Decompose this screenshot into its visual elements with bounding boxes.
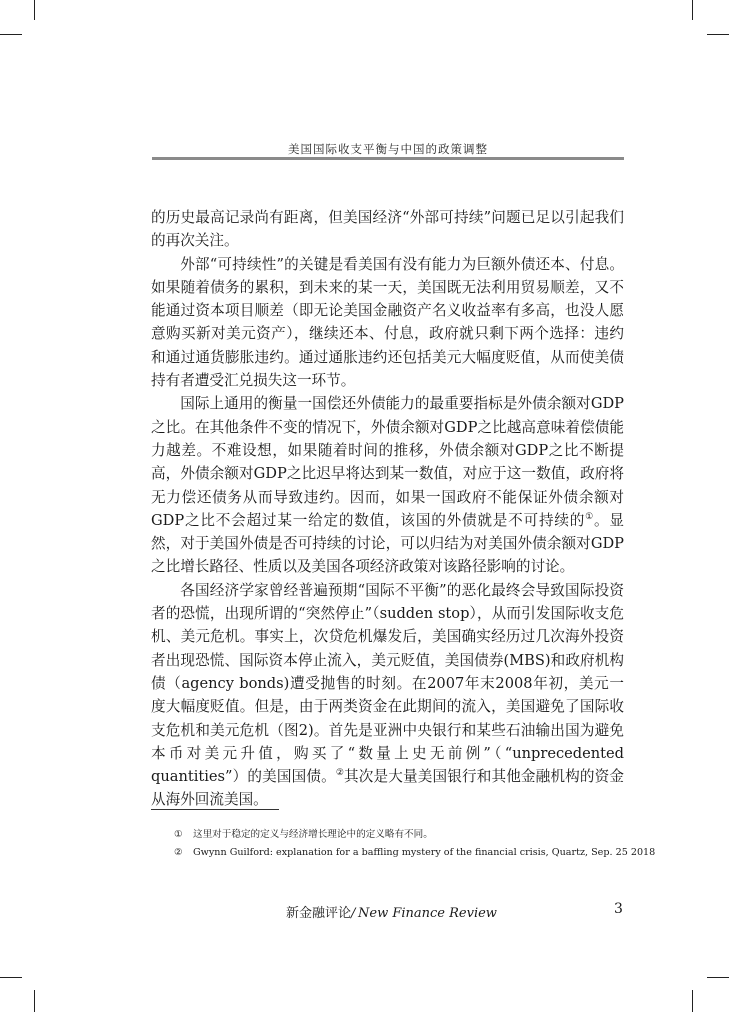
footnote-text: 这里对于稳定的定义与经济增长理论中的定义略有不同。 [193,829,433,840]
footnote-ref-1[interactable]: ① [585,512,594,522]
footnote-mark: ② [174,847,183,858]
article-body [151,206,624,812]
footnote-ref-2[interactable]: ② [335,768,345,779]
crop-mark-bottom-right-v [692,990,693,1012]
paragraph-sudden-stop [151,579,624,812]
crop-mark-top-left-h [0,34,22,35]
page-number: 3 [614,901,623,917]
header-rule [152,157,624,160]
footnote-separator [151,809,279,810]
crop-mark-bottom-left-h [0,977,22,978]
footer-journal-name [286,902,497,921]
footnote-1 [174,826,624,844]
paragraph-text: 。显然，对于美国外债是否可持续的讨论，可以归结为对美国外债余额对GDP之比增长路径、性质以及美国各项经济政策对该路径影响的讨论。 [151,511,624,576]
paragraph-text: 其次是大量美国银行和其他金融机构的资金从海外回流美国。 [151,768,624,809]
footnote-mark: ① [174,829,183,840]
footnotes [174,826,656,862]
footnote-2 [174,844,656,862]
crop-mark-bottom-left-v [34,990,35,1012]
paragraph-sustainability: 外部“可持续性”的关键是看美国有没有能力为巨额外债还本、付息。如果随着债务的累积，到未来的某一天，美国既无法利用贸易顺差，又不能通过资本项目顺差（即无论美国金融资产名义收益率有多高，也没人愿意购买新对美元资产），继续还本、付息，政府就只剩下两个选择：违约和通过通货膨胀违约。通过通胀违约还包括美元大幅度贬值，从而使美债持有者遭受汇兑损失这一环节。 [151,255,624,390]
crop-mark-top-right-h [707,34,729,35]
running-header-title: 美国国际收支平衡与中国的政策调整 [288,142,488,156]
journal-name-cn: 新金融评论 [286,906,352,921]
paragraph-continuation: 的历史最高记录尚有距离，但美国经济“外部可持续”问题已足以引起我们的再次关注。 [151,209,624,250]
crop-mark-top-left-v [34,0,35,20]
crop-mark-top-right-v [692,0,693,20]
crop-mark-bottom-right-h [707,977,729,978]
paragraph-debt-ratio [151,392,624,578]
paragraph-text: 各国经济学家曾经普遍预期“国际不平衡”的恶化最终会导致国际投资者的恐慌，出现所谓的“突然停止”（sudden stop），从而引发国际收支危机、美元危机。事实上，次贷危机爆发后，美国确实经历过几次海外投资者出现恐慌、国际资本停止流入，美元贬值，美国债券(MBS)和政府机构债（agency bonds)遭受抛售的时刻。在2007年末2008年初，美元一度大幅度贬值。但是，由于两类资金在此期间的流入，美国避免了国际收支危机和美元危机（图2)。首先是亚洲中央银行和某些石油输出国为避免本币对美元升值，购买了“数量上史无前例”（“unprecedented quantities”）的美国国债。 [151,581,624,786]
journal-name-en: New Finance Review [358,906,497,921]
footnote-text: Gwynn Guilford: explanation for a baffling mystery of the financial crisis, Quartz, Sep. 25 2018 [193,847,656,858]
journal-separator: / [351,906,356,921]
paragraph-text: 国际上通用的衡量一国偿还外债能力的最重要指标是外债余额对GDP之比。在其他条件不变的情况下，外债余额对GDP之比越高意味着偿债能力越差。不难设想，如果随着时间的推移，外债余额对GDP之比不断提高，外债余额对GDP之比迟早将达到某一数值，对应于这一数值，政府将无力偿还债务从而导致违约。因而，如果一国政府不能保证外债余额对GDP之比不会超过某一给定的数值，该国的外债就是不可持续的 [151,395,624,529]
